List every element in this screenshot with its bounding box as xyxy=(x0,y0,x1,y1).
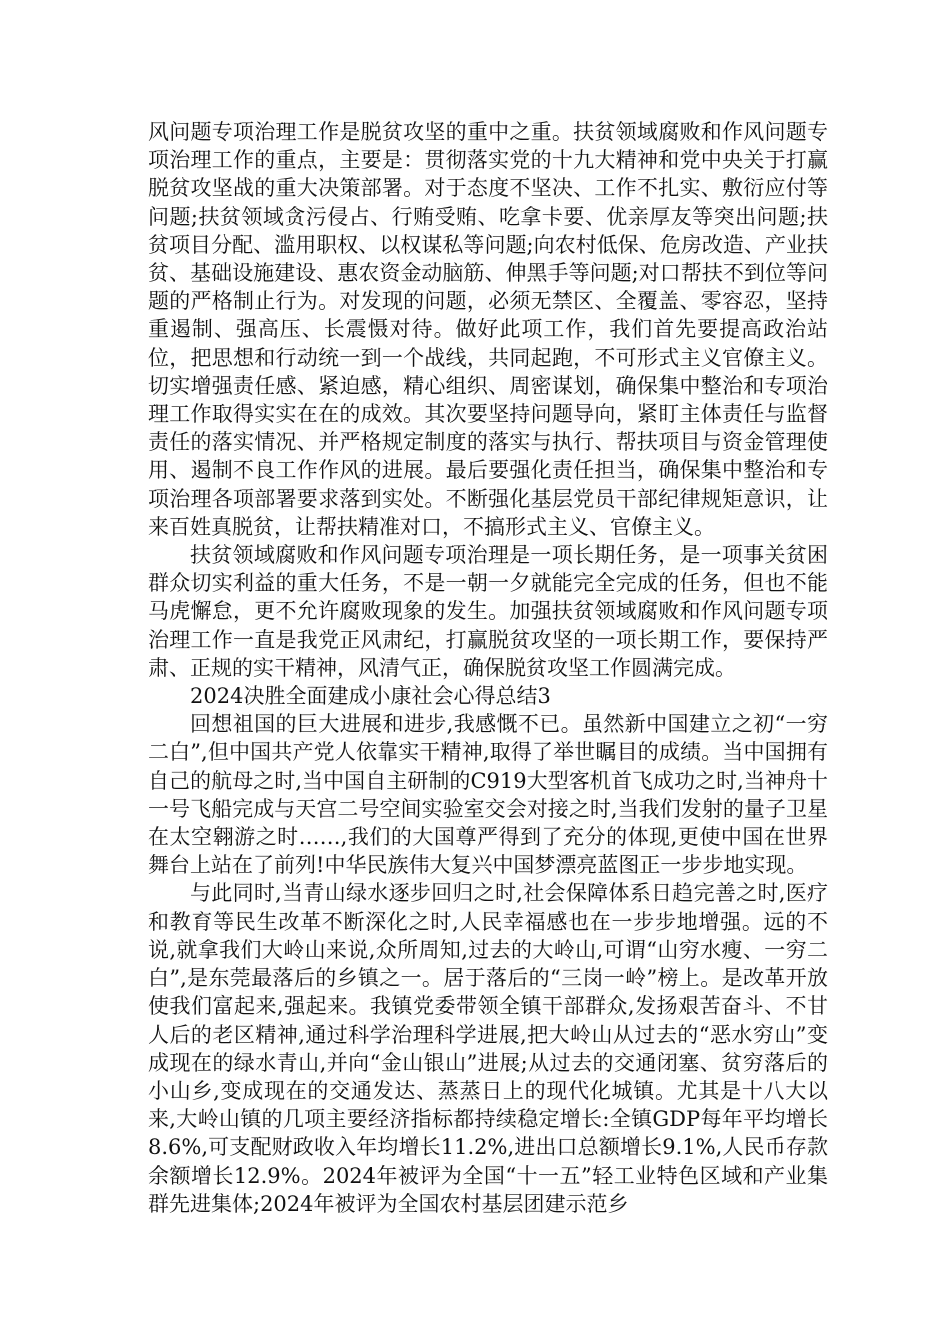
section-heading: 2024决胜全面建成小康社会心得总结3 xyxy=(190,684,551,709)
paragraph-long-term-task: 扶贫领域腐败和作风问题专项治理是一项长期任务，是一项事关贫困群众切实利益的重大任务，不是一朝一夕就能完全完成的任务，但也不能马虎懈怠，更不允许腐败现象的发生。加强扶贫领域腐败和作风问题专项治理工作一直是我党正风肃纪，打赢脱贫攻坚的一项长期工作，要保持严肃、正规的实干精神，风清气正，确保脱贫攻坚工作圆满完成。 xyxy=(148,543,828,680)
paragraph-anti-corruption-focus: 风问题专项治理工作是脱贫攻坚的重中之重。扶贫领域腐败和作风问题专项治理工作的重点，主要是：贯彻落实党的十九大精神和党中央关于打赢脱贫攻坚战的重大决策部署。对于态度不坚决、工作不扎实、敷衍应付等问题;扶贫领域贪污侵占、行贿受贿、吃拿卡要、优亲厚友等突出问题;扶贫项目分配、滥用职权、以权谋私等问题;向农村低保、危房改造、产业扶贫、基础设施建设、惠农资金动脑筋、伸黑手等问题;对口帮扶不到位等问题的严格制止行为。对发现的问题，必须无禁区、全覆盖、零容忍，坚持重遏制、强高压、长震慑对待。做好此项工作，我们首先要提高政治站位，把思想和行动统一到一个战线，共同起跑，不可形式主义官僚主义。切实增强责任感、紧迫感，精心组织、周密谋划，确保集中整治和专项治理工作取得实实在在的成效。其次要坚持问题导向，紧盯主体责任与监督责任的落实情况、并严格规定制度的落实与执行、帮扶项目与资金管理使用、遏制不良工作作风的进展。最后要强化责任担当，确保集中整治和专项治理各项部署要求落到实处。不断强化基层党员干部纪律规矩意识，让来百姓真脱贫，让帮扶精准对口，不搞形式主义、官僚主义。 xyxy=(148,120,828,539)
paragraph-dalingshan-development: 与此同时,当青山绿水逐步回归之时,社会保障体系日趋完善之时,医疗和教育等民生改革不断深化之时,人民幸福感也在一步步地增强。远的不说,就拿我们大岭山来说,众所周知,过去的大岭山,可谓“山穷水瘦、一穷二白”,是东莞最落后的乡镇之一。居于落后的“三岗一岭”榜上。是改革开放使我们富起来,强起来。我镇党委带领全镇干部群众,发扬艰苦奋斗、不甘人后的老区精神,通过科学治理科学进展,把大岭山从过去的“恶水穷山”变成现在的绿水青山,并向“金山银山”进展;从过去的交通闭塞、贫穷落后的小山乡,变成现在的交通发达、蒸蒸日上的现代化城镇。尤其是十八大以来,大岭山镇的几项主要经济指标都持续稳定增长:全镇GDP每年平均增长8.6%,可支配财政收入年均增长11.2%,进出口总额增长9.1%,人民币存款余额增长12.9%。2024年被评为全国“十一五”轻工业特色区域和产业集群先进集体;2024年被评为全国农村基层团建示范乡 xyxy=(148,881,828,1216)
paragraph-national-progress: 回想祖国的巨大进展和进步,我感慨不已。虽然新中国建立之初“一穷二白”,但中国共产党人依靠实干精神,取得了举世瞩目的成绩。当中国拥有自己的航母之时,当中国自主研制的C919大型客机首飞成功之时,当神舟十一号飞船完成与天宫二号空间实验室交会对接之时,当我们发射的量子卫星在太空翱游之时……,我们的大国尊严得到了充分的体现,更使中国在世界舞台上站在了前列!中华民族伟大复兴中国梦漂亮蓝图正一步步地实现。 xyxy=(148,712,828,878)
document-page xyxy=(148,118,828,1218)
